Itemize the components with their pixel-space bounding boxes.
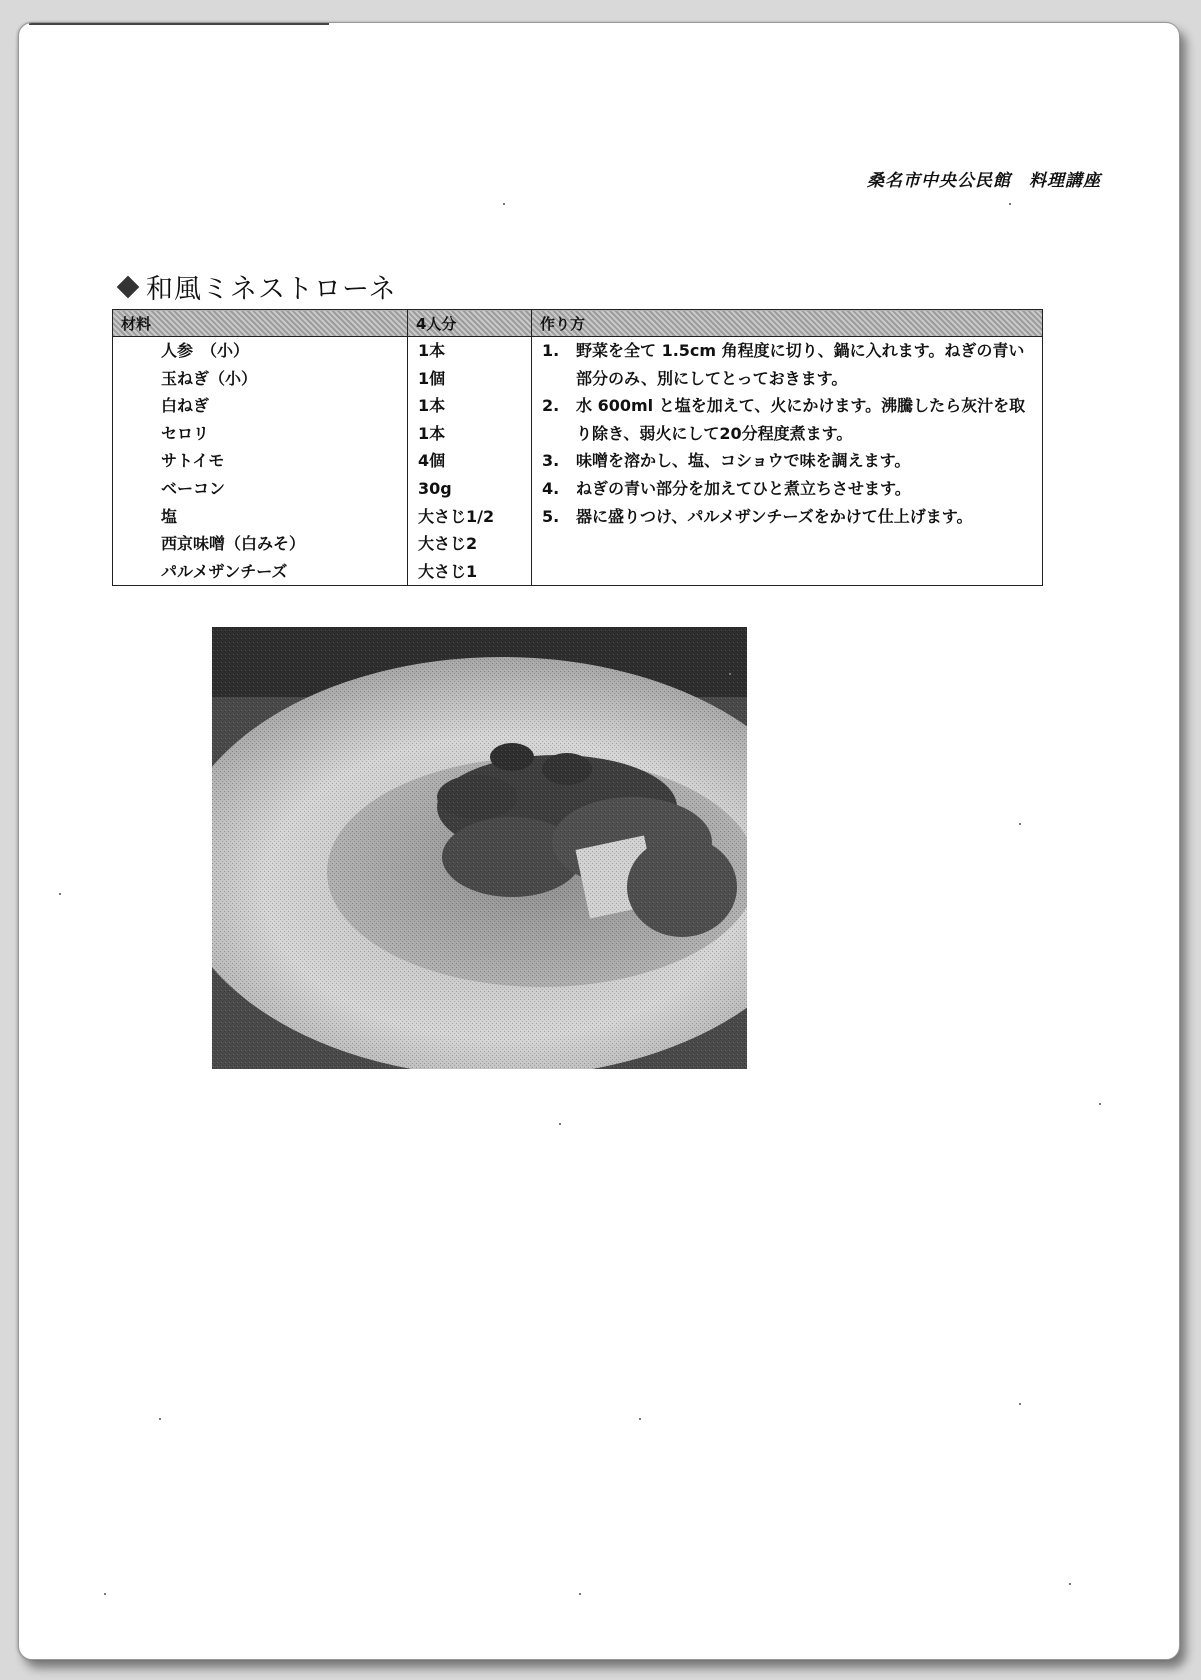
method-step [532, 392, 1042, 447]
recipe-title [114, 267, 397, 306]
quantity-list [408, 337, 531, 585]
step-number: 1. [542, 341, 560, 360]
step-text: ねぎの青い部分を加えてひと煮立ちさせます。 [576, 478, 911, 498]
step-number: 5. [542, 506, 560, 526]
ingredient-quantity: 1本 [418, 396, 446, 416]
step-text: 味噌を溶かし、塩、コショウで味を調えます。 [576, 451, 911, 471]
ingredient-quantity: 1個 [418, 368, 446, 388]
recipe-title-text: 和風ミネストローネ [146, 274, 397, 305]
ingredient-quantity: 30g [418, 478, 452, 498]
step-number: 4. [542, 478, 560, 498]
ingredient-name: 人参 （小） [161, 341, 250, 360]
ingredient-name: セロリ [161, 423, 210, 443]
ingredients-cell [113, 337, 408, 586]
step-text: 水 600ml と塩を加えて、火にかけます。沸騰したら灰汁を取り除き、弱火にして20分程度煮ます。 [576, 396, 1026, 443]
ingredient-quantity: 大さじ1/2 [418, 506, 495, 526]
ingredient-name: 玉ねぎ（小） [161, 368, 258, 388]
step-text: 器に盛りつけ、パルメザンチーズをかけて仕上げます。 [576, 506, 973, 526]
ingredient-quantity: 1本 [418, 423, 446, 443]
ingredient-name: パルメザンチーズ [161, 561, 288, 581]
method-step [532, 337, 1042, 392]
ingredient-quantity: 大さじ1 [418, 561, 478, 581]
header-method: 作り方 [532, 310, 1043, 337]
ingredient-quantity: 大さじ2 [418, 534, 478, 554]
ingredient-quantity: 4個 [418, 451, 446, 471]
document-page [18, 22, 1180, 1660]
diamond-bullet-icon [117, 275, 140, 298]
ingredient-name: サトイモ [161, 451, 225, 471]
ingredient-list [113, 337, 407, 585]
step-number: 3. [542, 451, 560, 471]
header-ingredients: 材料 [113, 310, 408, 337]
soup-bowl-photo-icon [212, 627, 747, 1069]
soup-photo [212, 627, 747, 1069]
method-step [532, 503, 1042, 531]
ingredient-name: 白ねぎ [161, 396, 210, 416]
step-text: 野菜を全て 1.5cm 角程度に切り、鍋に入れます。ねぎの青い部分のみ、別にしてとっておきます。 [576, 341, 1025, 388]
recipe-table [112, 309, 1043, 586]
step-number: 2. [542, 396, 560, 416]
ingredient-name: 西京味噌（白みそ） [161, 534, 306, 554]
ingredient-quantity: 1本 [418, 341, 446, 360]
method-step [532, 475, 1042, 503]
organization-header: 桑名市中央公民館 料理講座 [867, 171, 1101, 191]
quantity-cell [408, 337, 532, 586]
method-step [532, 447, 1042, 475]
header-quantity: 4人分 [408, 310, 532, 337]
method-cell [532, 337, 1043, 586]
ingredient-name: ベーコン [161, 478, 226, 498]
step-list [532, 337, 1042, 530]
ingredient-name: 塩 [161, 506, 178, 526]
